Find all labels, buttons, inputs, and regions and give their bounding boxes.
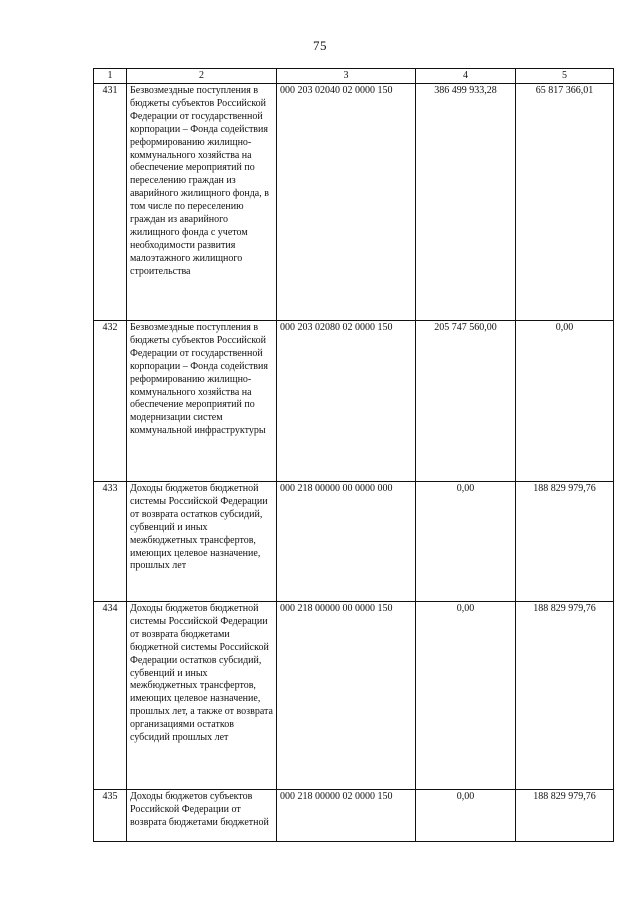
row-value-5: 188 829 979,76 bbox=[516, 602, 614, 790]
row-value-5: 65 817 366,01 bbox=[516, 84, 614, 321]
row-value-4: 0,00 bbox=[416, 602, 516, 790]
table-row bbox=[94, 84, 614, 321]
row-value-4: 205 747 560,00 bbox=[416, 321, 516, 482]
header-col-2: 2 bbox=[127, 69, 277, 84]
row-value-5: 188 829 979,76 bbox=[516, 482, 614, 602]
row-value-4: 386 499 933,28 bbox=[416, 84, 516, 321]
row-number: 435 bbox=[94, 790, 127, 842]
table-row bbox=[94, 602, 614, 790]
budget-table bbox=[93, 68, 614, 842]
header-col-3: 3 bbox=[277, 69, 416, 84]
page-number: 75 bbox=[313, 38, 327, 53]
table-row bbox=[94, 790, 614, 842]
row-code: 000 203 02080 02 0000 150 bbox=[277, 321, 416, 482]
table-header-row bbox=[94, 69, 614, 84]
row-value-5: 188 829 979,76 bbox=[516, 790, 614, 842]
row-code: 000 218 00000 02 0000 150 bbox=[277, 790, 416, 842]
row-name: Доходы бюджетов субъектов Российской Федерации от возврата бюджетами бюджетной bbox=[127, 790, 277, 842]
row-value-4: 0,00 bbox=[416, 790, 516, 842]
row-number: 432 bbox=[94, 321, 127, 482]
row-value-5: 0,00 bbox=[516, 321, 614, 482]
table-row bbox=[94, 321, 614, 482]
row-code: 000 218 00000 00 0000 000 bbox=[277, 482, 416, 602]
header-col-1: 1 bbox=[94, 69, 127, 84]
row-code: 000 203 02040 02 0000 150 bbox=[277, 84, 416, 321]
header-col-5: 5 bbox=[516, 69, 614, 84]
header-col-4: 4 bbox=[416, 69, 516, 84]
row-number: 434 bbox=[94, 602, 127, 790]
row-name: Доходы бюджетов бюджетной системы Российской Федерации от возврата остатков субсидий, субвенций и иных межбюджетных трансфертов, имеющих целевое назначение, прошлых лет bbox=[127, 482, 277, 602]
table-row bbox=[94, 482, 614, 602]
row-name: Безвозмездные поступления в бюджеты субъектов Российской Федерации от государственной корпорации – Фонда содействия реформированию жилищно-коммунального хозяйства на обеспечение мероприятий по модернизации систем коммунальной инфраструктуры bbox=[127, 321, 277, 482]
row-value-4: 0,00 bbox=[416, 482, 516, 602]
row-name: Безвозмездные поступления в бюджеты субъектов Российской Федерации от государственной корпорации – Фонда содействия реформированию жилищно-коммунального хозяйства на обеспечение мероприятий по переселению граждан из аварийного жилищного фонда, в том числе по переселению граждан из аварийного жилищного фонда с учетом необходимости развития малоэтажного жилищного строительства bbox=[127, 84, 277, 321]
row-name: Доходы бюджетов бюджетной системы Российской Федерации от возврата бюджетами бюджетной системы Российской Федерации остатков субсидий, субвенций и иных межбюджетных трансфертов, имеющих целевое назначение, прошлых лет, а также от возврата организациями остатков субсидий прошлых лет bbox=[127, 602, 277, 790]
row-number: 431 bbox=[94, 84, 127, 321]
row-code: 000 218 00000 00 0000 150 bbox=[277, 602, 416, 790]
row-number: 433 bbox=[94, 482, 127, 602]
